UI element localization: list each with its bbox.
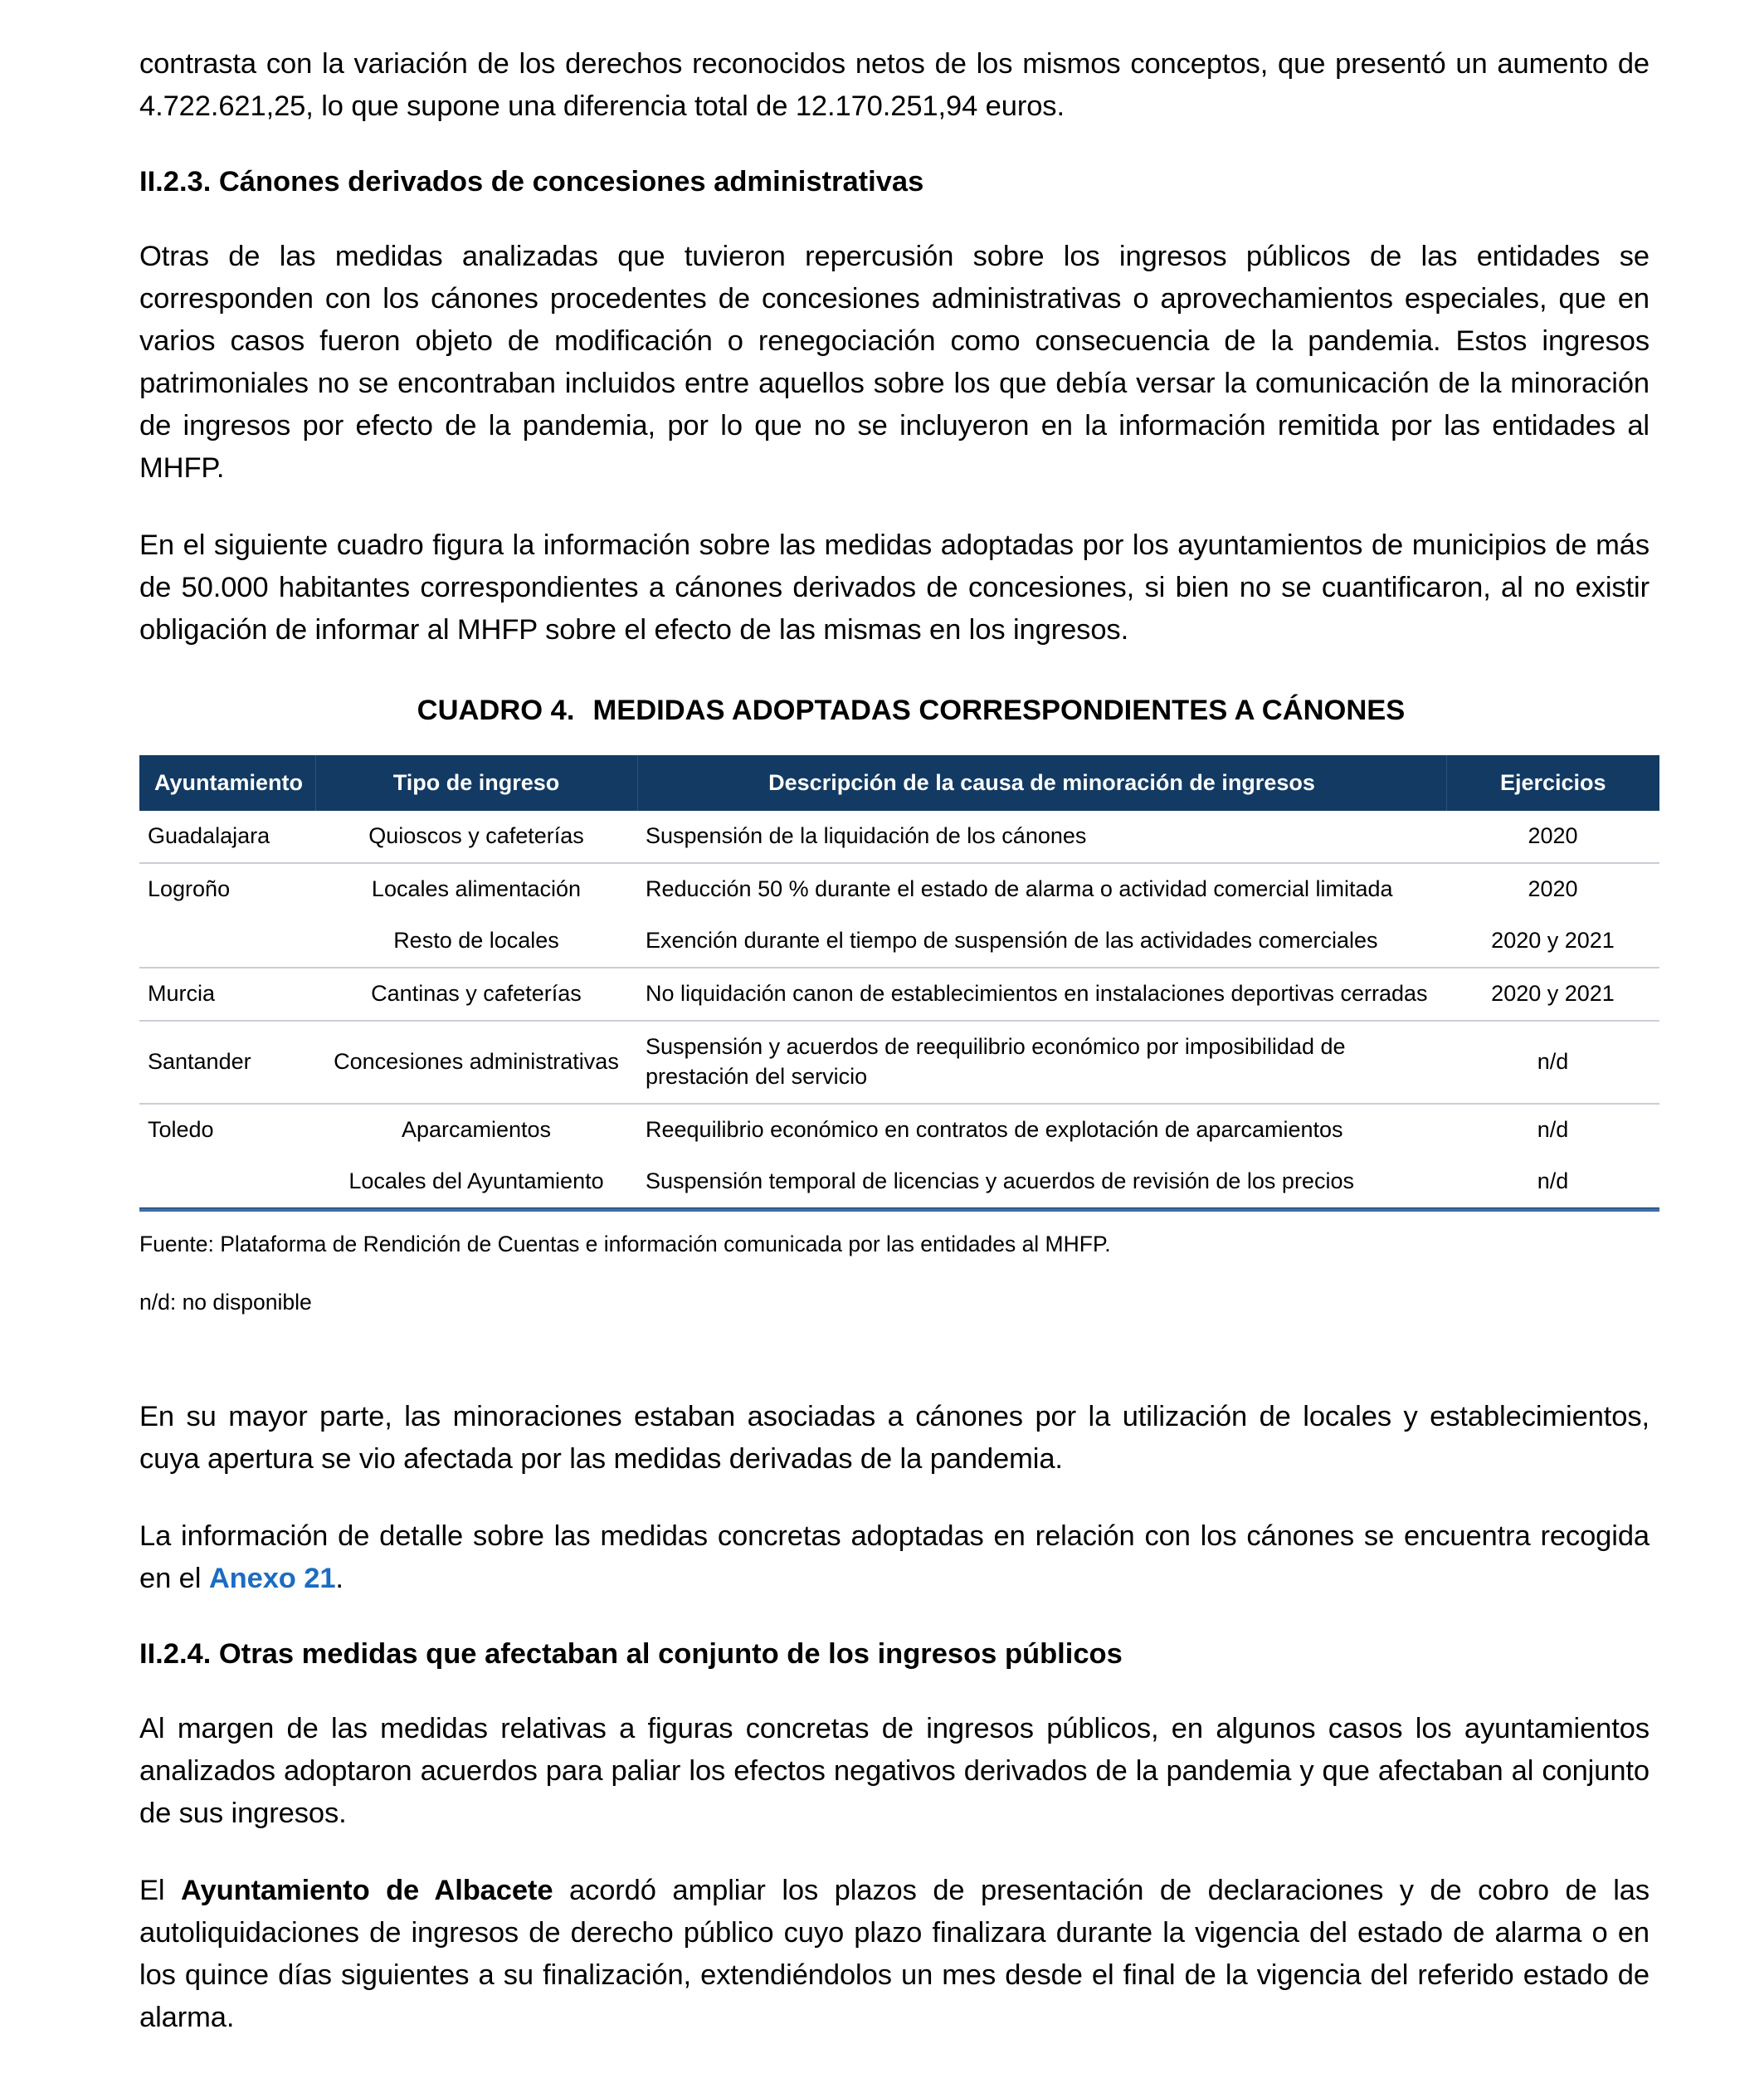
cell-descripcion: Suspensión temporal de licencias y acuerdos de revisión de los precios bbox=[646, 1168, 1354, 1193]
cell-tipo: Locales del Ayuntamiento bbox=[348, 1168, 604, 1193]
cell-tipo: Locales alimentación bbox=[315, 863, 637, 915]
column-header-ejercicios: Ejercicios bbox=[1446, 755, 1659, 811]
cell-ayuntamiento: Guadalajara bbox=[148, 823, 270, 848]
cell-ejercicios: 2020 bbox=[1446, 863, 1659, 915]
table-caption bbox=[139, 695, 1649, 727]
cell-ejercicios: n/d bbox=[1537, 1168, 1569, 1193]
paragraph-canones-2: En el siguiente cuadro figura la información sobre las medidas adoptadas por los ayuntamientos de municipios de más de 50.000 habitantes correspondientes a cánones derivados de concesiones, si bien no se cuantificaron, al no existir obligación de informar al MHFP sobre el efecto de las mismas en los ingresos. bbox=[139, 529, 1649, 646]
paragraph-albacete-suffix: acordó ampliar los plazos de presentación de declaraciones y de cobro de las autoliquidaciones de ingresos de derecho público cuyo plazo finalizara durante la vigencia del estado de alarma o en los quince días siguientes a su finalización, extendiéndolos un mes desde el final de la vigencia del referido estado de alarma. bbox=[139, 1875, 1649, 2033]
table-caption-title: MEDIDAS ADOPTADAS CORRESPONDIENTES A CÁNONES bbox=[592, 695, 1406, 726]
paragraph-anexo-prefix: La información de detalle sobre las medidas concretas adoptadas en relación con los cánones se encuentra recogida en el bbox=[139, 1520, 1649, 1594]
paragraph-canones-1: Otras de las medidas analizadas que tuvieron repercusión sobre los ingresos públicos de las entidades se corresponden con los cánones procedentes de concesiones administrativas o aprovechamientos especiales, que en varios casos fueron objeto de modificación o renegociación como consecuencia de la pandemia. Estos ingresos patrimoniales no se encontraban incluidos entre aquellos sobre los que debía versar la comunicación de la minoración de ingresos por efecto de la pandemia, por lo que no se incluyeron en la información remitida por las entidades al MHFP. bbox=[139, 241, 1649, 484]
canones-table bbox=[139, 755, 1659, 1207]
cell-ayuntamiento bbox=[139, 915, 315, 968]
table-bottom-rule bbox=[139, 1207, 1659, 1212]
column-header-descripcion: Descripción de la causa de minoración de ingresos bbox=[637, 755, 1446, 811]
table-row bbox=[139, 1156, 1659, 1207]
table-source-note: Fuente: Plataforma de Rendición de Cuentas e información comunicada por las entidades al MHFP. bbox=[139, 1232, 1111, 1256]
cell-tipo: Concesiones administrativas bbox=[315, 1021, 637, 1104]
table-row bbox=[139, 863, 1659, 915]
table-row bbox=[139, 1104, 1659, 1156]
paragraph-anexo bbox=[139, 1515, 1649, 1600]
cell-descripcion: Reequilibrio económico en contratos de explotación de aparcamientos bbox=[637, 1104, 1446, 1156]
column-header-ayuntamiento: Ayuntamiento bbox=[139, 755, 315, 811]
table-caption-number: CUADRO 4. bbox=[417, 695, 575, 726]
heading-II-2-3: II.2.3. Cánones derivados de concesiones administrativas bbox=[139, 166, 924, 198]
paragraph-albacete bbox=[139, 1870, 1649, 2039]
cell-ejercicios: n/d bbox=[1446, 1021, 1659, 1104]
cell-ayuntamiento: Santander bbox=[139, 1021, 315, 1104]
table-notes bbox=[139, 1230, 1659, 1316]
paragraph-after-table: En su mayor parte, las minoraciones estaban asociadas a cánones por la utilización de locales y establecimientos, cuya apertura se vio afectada por las medidas derivadas de la pandemia. bbox=[139, 1401, 1649, 1475]
cell-ejercicios: n/d bbox=[1446, 1104, 1659, 1156]
table-abbreviation-note: n/d: no disponible bbox=[139, 1290, 312, 1315]
section-spacer bbox=[139, 1316, 1649, 1396]
table-row bbox=[139, 968, 1659, 1021]
anexo-21-link[interactable]: Anexo 21 bbox=[208, 1563, 336, 1594]
cell-ayuntamiento bbox=[139, 1156, 315, 1207]
heading-II-2-4: II.2.4. Otras medidas que afectaban al conjunto de los ingresos públicos bbox=[139, 1638, 1123, 1670]
paragraph-otras-1: Al margen de las medidas relativas a figuras concretas de ingresos públicos, en algunos casos los ayuntamientos analizados adoptaron acuerdos para paliar los efectos negativos derivados de la pandemia y que afectaban al conjunto de sus ingresos. bbox=[139, 1713, 1649, 1829]
cell-descripcion: Suspensión de la liquidación de los cánones bbox=[646, 823, 1087, 848]
paragraph-anexo-suffix: . bbox=[335, 1563, 344, 1594]
paragraph-albacete-prefix: El bbox=[139, 1875, 182, 1906]
table-header bbox=[139, 755, 1659, 811]
cell-descripcion: Exención durante el tiempo de suspensión de las actividades comerciales bbox=[646, 928, 1378, 953]
cell-ayuntamiento: Murcia bbox=[139, 968, 315, 1021]
cell-ayuntamiento: Toledo bbox=[139, 1104, 315, 1156]
cell-tipo: Quioscos y cafeterías bbox=[368, 823, 584, 848]
cell-ayuntamiento: Logroño bbox=[139, 863, 315, 915]
cell-ejercicios: 2020 y 2021 bbox=[1446, 968, 1659, 1021]
cell-tipo: Aparcamientos bbox=[315, 1104, 637, 1156]
table-row bbox=[139, 811, 1659, 863]
cell-descripcion: Suspensión y acuerdos de reequilibrio económico por imposibilidad de prestación del servicio bbox=[637, 1021, 1446, 1104]
cell-descripcion: No liquidación canon de establecimientos en instalaciones deportivas cerradas bbox=[637, 968, 1446, 1021]
albacete-entity-name: Ayuntamiento de Albacete bbox=[181, 1875, 553, 1906]
cell-ejercicios: 2020 bbox=[1528, 823, 1578, 848]
table-row bbox=[139, 1021, 1659, 1104]
paragraph-intro: contrasta con la variación de los derechos reconocidos netos de los mismos conceptos, que presentó un aumento de 4.722.621,25, lo que supone una diferencia total de 12.170.251,94 euros. bbox=[139, 48, 1649, 122]
table-header-row bbox=[139, 755, 1659, 811]
cell-ejercicios: 2020 y 2021 bbox=[1491, 928, 1615, 953]
table-body bbox=[139, 811, 1659, 1207]
cell-descripcion: Reducción 50 % durante el estado de alarma o actividad comercial limitada bbox=[637, 863, 1446, 915]
table-row bbox=[139, 915, 1659, 968]
column-header-tipo-de-ingreso: Tipo de ingreso bbox=[315, 755, 637, 811]
cell-tipo: Cantinas y cafeterías bbox=[315, 968, 637, 1021]
cell-tipo: Resto de locales bbox=[393, 928, 559, 953]
